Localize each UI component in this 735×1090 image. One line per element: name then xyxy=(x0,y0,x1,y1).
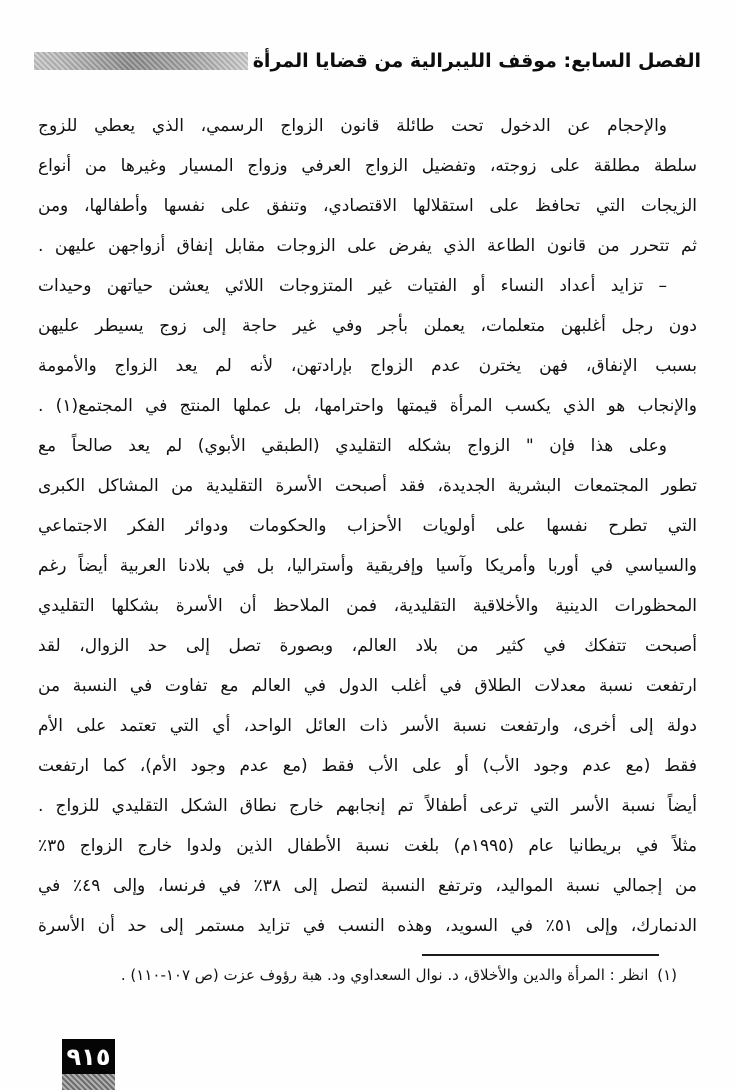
page-number-badge xyxy=(62,1039,115,1074)
paragraph-1-line-2: سلطة مطلقة على زوجته، وتفضيل الزواج العرفي وزواج المسيار وغيرها من أنواع xyxy=(38,156,697,176)
header-decoration-bar xyxy=(34,52,248,70)
paragraph-3-line-2: تطور المجتمعات البشرية الجديدة، فقد أصبحت الأسرة التقليدية من المشاكل الكبرى xyxy=(38,476,697,496)
paragraph-1-line-1: والإحجام عن الدخول تحت طائلة قانون الزواج الرسمي، الذي يعطي للزوج xyxy=(38,116,667,136)
paragraph-3-line-6: أصبحت تتفكك في كثير من بلاد العالم، وبصورة تصل إلى حد الزوال، لقد xyxy=(38,636,697,656)
paragraph-3-line-5: المحظورات الدينية والأخلاقية التقليدية، فمن الملاحظ أن الأسرة بشكلها التقليدي xyxy=(38,596,697,616)
paragraph-3-line-4: والسياسي في أوربا وأمريكا وآسيا وإفريقية وأستراليا، بل في بلادنا العربية أيضاً رغم xyxy=(38,556,697,576)
chapter-title: الفصل السابع: موقف الليبرالية من قضايا المرأة xyxy=(252,50,701,72)
paragraph-3-line-7: ارتفعت نسبة معدلات الطلاق في أغلب الدول في العالم مع تفاوت في النسبة من xyxy=(38,676,697,696)
paragraph-3-line-1: وعلى هذا فإن " الزواج بشكله التقليدي (الطبقي الأبوي) لم يعد صالحاً مع xyxy=(38,436,667,456)
page-badge-texture xyxy=(62,1074,115,1090)
paragraph-3-line-12: من إجمالي نسبة المواليد، وترتفع النسبة لتصل إلى ٣٨٪ في فرنسا، وإلى ٤٩٪ في xyxy=(38,876,697,896)
paragraph-3-line-3: التي تطرح نفسها على أولويات الأحزاب والحكومات ودوائر الفكر الاجتماعي xyxy=(38,516,697,536)
paragraph-3-line-9: فقط (مع عدم وجود الأب) أو على الأب فقط (مع عدم وجود الأم)، كما ارتفعت xyxy=(38,756,697,776)
paragraph-2-line-3: بسبب الإنفاق، فهن يخترن عدم الزواج بإرادتهن، لأنه لم يعد الزواج والأمومة xyxy=(38,356,697,376)
footnote-marker: (١) xyxy=(657,966,677,984)
footnote-separator-rule xyxy=(422,954,659,956)
paragraph-1-line-3: الزيجات التي تحافظ على استقلالها الاقتصادي، وتنفق على نفسها وأطفالها، ومن xyxy=(38,196,697,216)
footnote-text: انظر : المرأة والدين والأخلاق، د. نوال السعداوي ود. هبة رؤوف عزت (ص ١٠٧-١١٠) . xyxy=(120,966,649,984)
page-number: ٩١٥ xyxy=(66,1042,111,1071)
paragraph-2-line-4: والإنجاب هو الذي يكسب المرأة قيمتها واحترامها، بل عملها المنتج في المجتمع(١) . xyxy=(38,396,697,416)
paragraph-2-line-1: – تزايد أعداد النساء أو الفتيات غير المتزوجات اللائي يعشن حياتهن وحيدات xyxy=(38,276,667,296)
chapter-header xyxy=(34,44,701,78)
paragraph-3-line-10: أيضاً نسبة الأسر التي ترعى أطفالاً تم إنجابهم خارج نطاق الشكل التقليدي للزواج . xyxy=(38,796,697,816)
paragraph-3-line-13: الدنمارك، وإلى ٥١٪ في السويد، وهذه النسب في تزايد مستمر إلى حد أن الأسرة xyxy=(38,916,697,936)
paragraph-3-line-11: مثلاً في بريطانيا عام (١٩٩٥م) بلغت نسبة الأطفال الذين ولدوا خارج الزواج ٣٥٪ xyxy=(38,836,697,856)
footnote-area xyxy=(38,954,697,987)
paragraph-2-line-2: دون رجل أغلبهن متعلمات، يعملن بأجر وفي غير حاجة إلى زوج يسيطر عليهن xyxy=(38,316,697,336)
paragraph-1-line-4: ثم تتحرر من قانون الطاعة الذي يفرض على الزوجات مقابل إنفاق أزواجهن عليهن . xyxy=(38,236,697,256)
paragraph-3-line-8: دولة إلى أخرى، وارتفعت نسبة الأسر ذات العائل الواحد، أي التي تعتمد على الأم xyxy=(38,716,697,736)
footnote xyxy=(38,963,697,987)
body-text xyxy=(38,106,697,952)
